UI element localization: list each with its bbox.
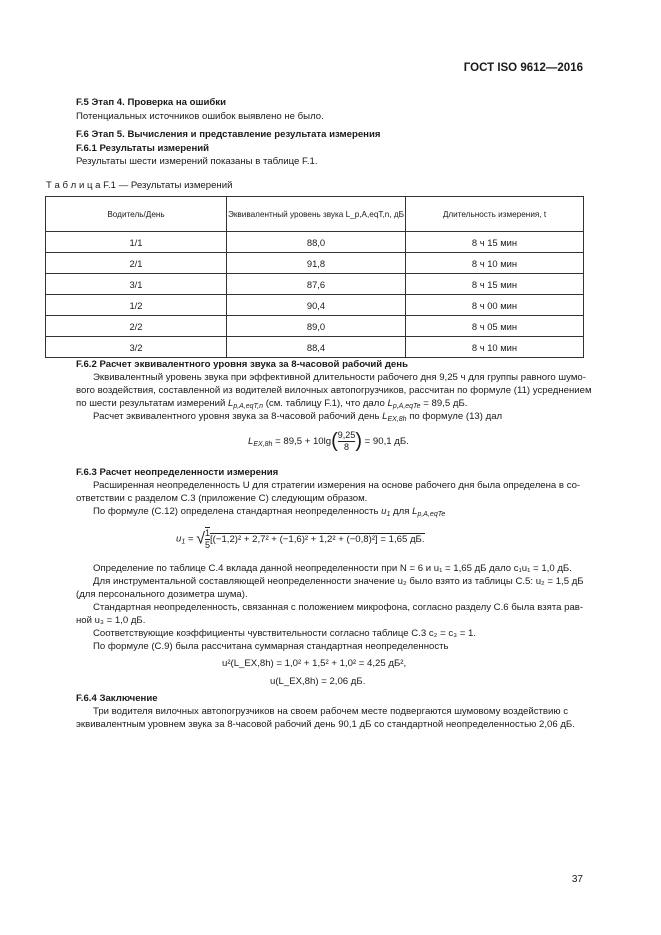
f63-equation: $u_1$ = √ $\frac{1}{5}$ [(−1,2)² + 2,7² + (−1,6)² + 1,2² + (−0,8)²] = 1,65 дБ.	[176, 528, 425, 550]
f63-line2: ответствии с разделом С.3 (приложение С) следующим образом.	[76, 493, 368, 504]
f63-line4: Определение по таблице С.4 вклада данной неопределенности при N = 6 и u₁ = 1,65 дБ дало c₁u₁ = 1,0 дБ.	[93, 563, 572, 574]
section-f64-title: F.6.4 Заключение	[76, 693, 158, 704]
table-row	[46, 253, 584, 274]
f63-eq-frac-den: 5	[204, 540, 210, 550]
table-cell: 8 ч 15 мин	[406, 232, 584, 253]
symbol-lpaeqtn-sub: p,A,eqT,n	[233, 403, 264, 410]
f62-equation: $L_{EX,8h} = 89,5 + 10\lg$( $\frac{9,25}{8}$ ) = 90,1 дБ.	[248, 430, 409, 452]
f63-line3-b: для	[390, 506, 413, 517]
table-cell: 8 ч 00 мин	[406, 295, 584, 316]
f63-line3-a: По формуле (С.12) определена стандартная неопределенность	[93, 506, 382, 517]
f62-eq-den: 8	[344, 442, 350, 452]
f62-eq-left: = 89,5 + 10lg	[272, 436, 332, 448]
symbol-u1-sub: 1	[386, 511, 391, 518]
section-f63-title: F.6.3 Расчет неопределенности измерения	[76, 467, 279, 478]
f63-line1: Расширенная неопределенность U для стратегии измерения на основе рабочего дня была определена в со-	[93, 480, 581, 491]
table-cell: 8 ч 05 мин	[406, 316, 584, 337]
table-cell: 3/1	[46, 274, 227, 295]
f62-line2: вого воздействия, составленной из водителей вилочных автопогрузчиков, рассчитан по формуле (11) усреднением	[76, 385, 592, 396]
table-cell: 2/2	[46, 316, 227, 337]
eq-symbol-u1: u	[176, 533, 182, 545]
symbol-lpaeqte-sub: p,A,eqTe	[392, 403, 421, 410]
eq-symbol-lex8h: L	[248, 436, 254, 448]
table-caption-text: F.1 — Результаты измерений	[103, 180, 233, 191]
f62-line4	[93, 410, 502, 426]
results-table	[45, 196, 584, 358]
symbol-lex8h-sub: EX,8h	[387, 416, 407, 423]
f62-eq-fraction	[338, 430, 356, 453]
f64-line1: Три водителя вилочных автопогрузчиков на своем рабочем месте подвергаются шумовому воздействию с	[93, 706, 569, 717]
symbol-lpaeqtn: L	[227, 398, 234, 409]
table-cell: 2/1	[46, 253, 227, 274]
section-f6-title: F.6 Этап 5. Вычисления и представление результата измерения	[76, 129, 381, 140]
f63-eq-frac-num: 1	[204, 528, 210, 538]
table-cell: 87,6	[227, 274, 406, 295]
f63-equation2: u²(L_EX,8h) = 1,0² + 1,5² + 1,0² = 4,25 дБ²,	[222, 658, 407, 669]
section-f5-title: F.5 Этап 4. Проверка на ошибки	[76, 97, 227, 108]
section-f5-text: Потенциальных источников ошибок выявлено не было.	[76, 111, 324, 122]
eq-symbol-u1-sub: 1	[181, 538, 186, 546]
table-caption-prefix: Т а б л и ц а	[46, 180, 101, 191]
table-row	[46, 295, 584, 316]
symbol-lpaeqte-2-sub: p,A,eqTe	[417, 511, 446, 518]
f63-equation3: u(L_EX,8h) = 2,06 дБ.	[270, 676, 366, 687]
table-cell: 88,0	[227, 232, 406, 253]
table-row	[46, 316, 584, 337]
f63-line3	[93, 505, 445, 521]
section-f62-title: F.6.2 Расчет эквивалентного уровня звука за 8-часовой рабочий день	[76, 359, 408, 370]
symbol-u1: u	[381, 506, 387, 517]
table-cell: 91,8	[227, 253, 406, 274]
table-cell: 8 ч 10 мин	[406, 253, 584, 274]
f62-line1: Эквивалентный уровень звука при эффективной длительности рабочего дня 9,25 ч для группы равного шумо-	[93, 372, 586, 383]
f62-eq-num: 9,25	[337, 430, 356, 440]
symbol-lpaeqte-2: L	[412, 506, 418, 517]
table-row	[46, 337, 584, 358]
f62-line4-a: Расчет эквивалентного уровня звука за 8-часовой рабочий день	[93, 411, 383, 422]
symbol-lpaeqte: L	[387, 398, 393, 409]
section-f61-text: Результаты шести измерений показаны в таблице F.1.	[76, 156, 318, 167]
table-cell: 90,4	[227, 295, 406, 316]
table-cell: 89,0	[227, 316, 406, 337]
f62-line3-c: = 89,5 дБ.	[420, 398, 468, 409]
table-header-level: Эквивалентный уровень звука L_p,A,eqT,n, дБ	[227, 197, 406, 232]
standard-header: ГОСТ ISO 9612—2016	[463, 62, 583, 74]
table-cell: 88,4	[227, 337, 406, 358]
f64-line2: эквивалентным уровнем звука за 8-часовой рабочий день 90,1 дБ со стандартной неопределенностью 2,06 дБ.	[76, 719, 575, 730]
section-f61-title: F.6.1 Результаты измерений	[76, 143, 210, 154]
table-header-duration: Длительность измерения, t	[406, 197, 584, 232]
eq-symbol-lex8h-sub: EX,8h	[253, 441, 273, 449]
table-cell: 1/1	[46, 232, 227, 253]
table-cell: 1/2	[46, 295, 227, 316]
table-row	[46, 232, 584, 253]
f63-eq-body: [(−1,2)² + 2,7² + (−1,6)² + 1,2² + (−0,8)²] = 1,65 дБ.	[209, 533, 425, 545]
f63-line10: По формуле (С.9) была рассчитана суммарная стандартная неопределенность	[93, 641, 449, 652]
table-header-driver: Водитель/День	[46, 197, 227, 232]
f63-line6: (для персонального дозиметра шума).	[76, 589, 248, 600]
table-cell: 8 ч 15 мин	[406, 274, 584, 295]
table-header-row	[46, 197, 584, 232]
f63-line8: ной u₃ = 1,0 дБ.	[76, 615, 146, 626]
page-number: 37	[571, 874, 583, 885]
symbol-lex8h: L	[382, 411, 388, 422]
table-caption	[46, 179, 232, 192]
f63-line5: Для инструментальной составляющей неопределенности значение u₂ было взято из таблицы С.5: u₂ = 1,5 дБ	[93, 576, 584, 587]
f63-line9: Соответствующие коэффициенты чувствительности согласно таблице С.3 c₂ = c₃ = 1.	[93, 628, 476, 639]
f63-line7: Стандартная неопределенность, связанная с положением микрофона, согласно разделу С.6 была взята рав-	[93, 602, 584, 613]
f62-eq-right: = 90,1 дБ.	[361, 436, 409, 448]
table-row	[46, 274, 584, 295]
table-cell: 3/2	[46, 337, 227, 358]
f62-line4-b: по формуле (13) дал	[406, 411, 503, 422]
table-cell: 8 ч 10 мин	[406, 337, 584, 358]
f62-line3-a: по шести результатам измерений	[76, 398, 228, 409]
f62-line3-b: (см. таблицу F.1), что дало	[263, 398, 388, 409]
